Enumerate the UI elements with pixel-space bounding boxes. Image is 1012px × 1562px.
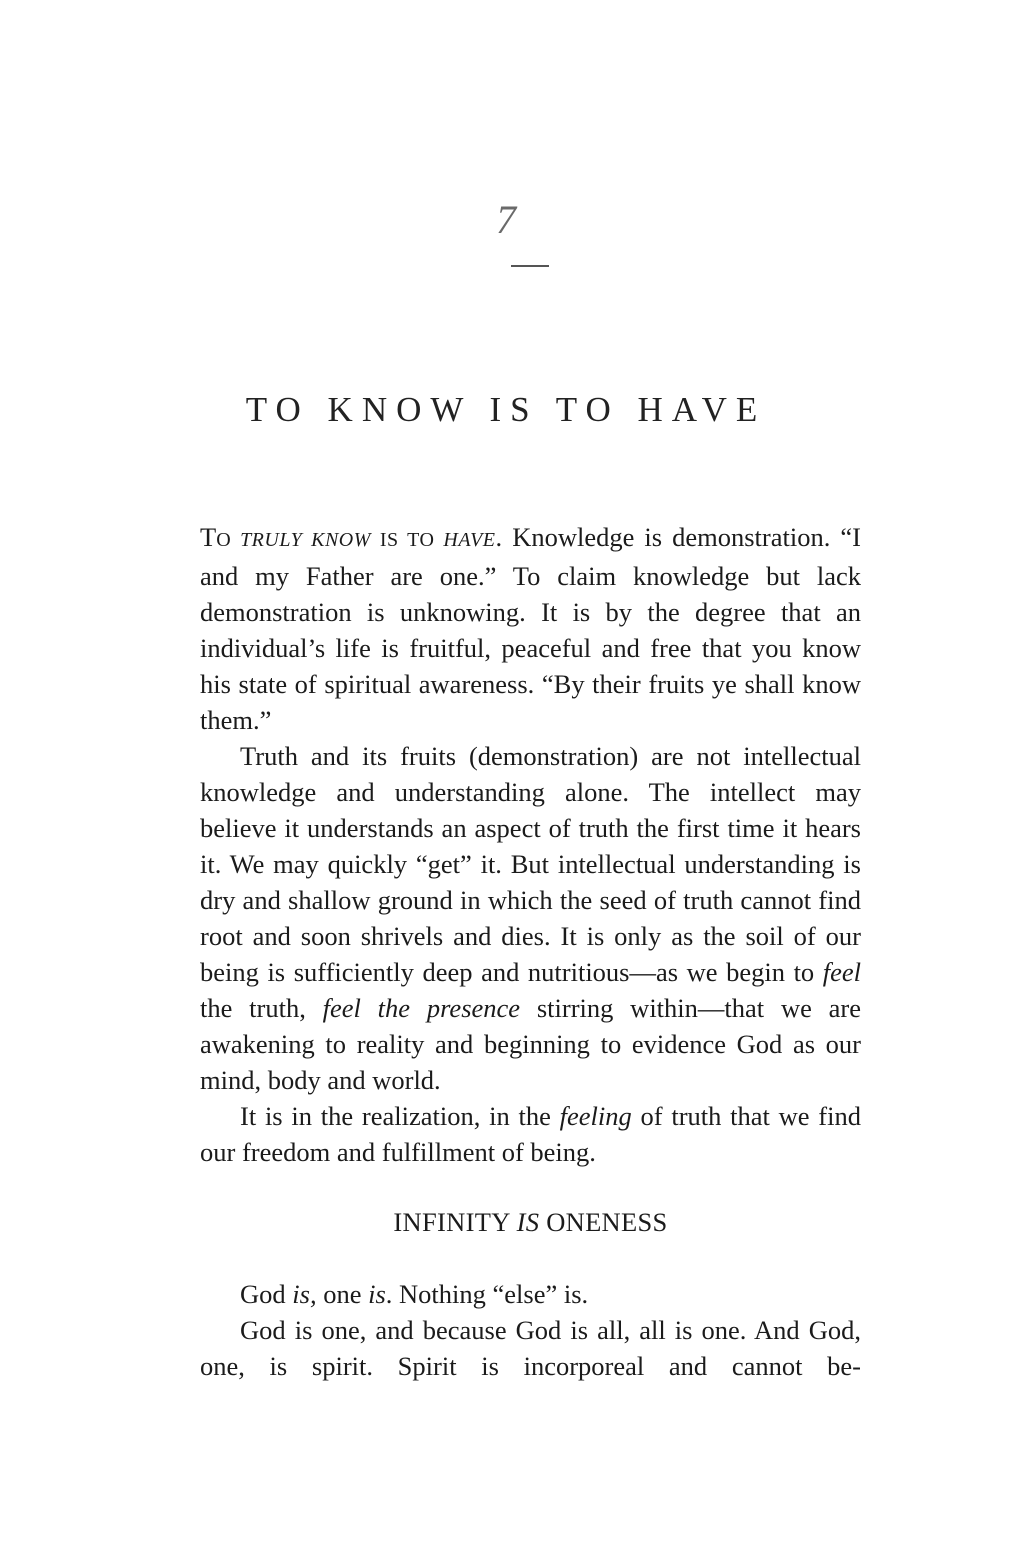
chapter-divider xyxy=(511,265,549,267)
chapter-body xyxy=(200,519,861,1384)
section-paragraph-1-b: one xyxy=(316,1279,369,1309)
section-paragraph-1-a: God xyxy=(240,1279,293,1309)
opening-letter: T xyxy=(200,522,217,552)
opening-smallcaps-2: IS TO xyxy=(370,529,444,551)
paragraph-3-emphasis: feeling xyxy=(559,1101,632,1131)
section-paragraph-1-emphasis-2: is xyxy=(368,1279,386,1309)
section-heading xyxy=(200,1204,861,1240)
section-heading-b: ONENESS xyxy=(539,1207,668,1237)
section-paragraph-1-c: . Nothing “else” is. xyxy=(385,1279,589,1309)
section-paragraph-1-emphasis-1: is, xyxy=(292,1279,317,1309)
section-paragraph-1 xyxy=(200,1276,861,1312)
paragraph-2 xyxy=(200,738,861,1098)
chapter-title: TO KNOW IS TO HAVE xyxy=(245,390,767,429)
section-paragraph-2-text: God is one, and because God is all, all is one. And God, one, is spirit. Spirit is incorporeal and cannot be- xyxy=(200,1315,861,1381)
paragraph-3 xyxy=(200,1098,861,1170)
opening-smallcaps-italic-2: HAVE xyxy=(443,529,496,551)
paragraph-3-text-a: It is in the realization, in the xyxy=(240,1101,560,1131)
chapter-number: 7 xyxy=(496,197,516,242)
paragraph-2-text-c: stirring within—that we are awakening to reality and beginning to evidence God as our mind, body and world. xyxy=(200,993,861,1095)
opening-smallcaps-italic: TRULY KNOW xyxy=(240,529,371,551)
paragraph-1-text: . Knowledge is demonstration. “I and my Father are one.” To claim knowledge but lack demonstration is unknowing. It is by the degree that an individual’s life is fruitful, peaceful and free that you know his state of spiritual awareness. “By their fruits ye shall know them.” xyxy=(200,522,861,735)
paragraph-2-emphasis-2: feel the presence xyxy=(322,993,521,1023)
paragraph-1 xyxy=(200,519,861,738)
opening-smallcaps: O xyxy=(216,529,241,551)
section-heading-emphasis: IS xyxy=(516,1207,540,1237)
paragraph-2-text-b: the truth, xyxy=(200,993,323,1023)
paragraph-2-text-a: Truth and its fruits (demonstration) are not intellectual knowledge and understanding alone. The intellect may believe it understands an aspect of truth the first time it hears it. We may quickly “get” it. But intellectual understanding is dry and shallow ground in which the seed of truth cannot find root and soon shrivels and dies. It is only as the soil of our being is sufficiently deep and nutritious—as we begin to xyxy=(200,741,861,987)
paragraph-3-text-b: of truth that we find our freedom and fulfillment of being. xyxy=(200,1101,861,1167)
paragraph-2-emphasis-1: feel xyxy=(822,957,861,987)
section-paragraph-2 xyxy=(200,1312,861,1384)
section-heading-a: INFINITY xyxy=(393,1207,517,1237)
